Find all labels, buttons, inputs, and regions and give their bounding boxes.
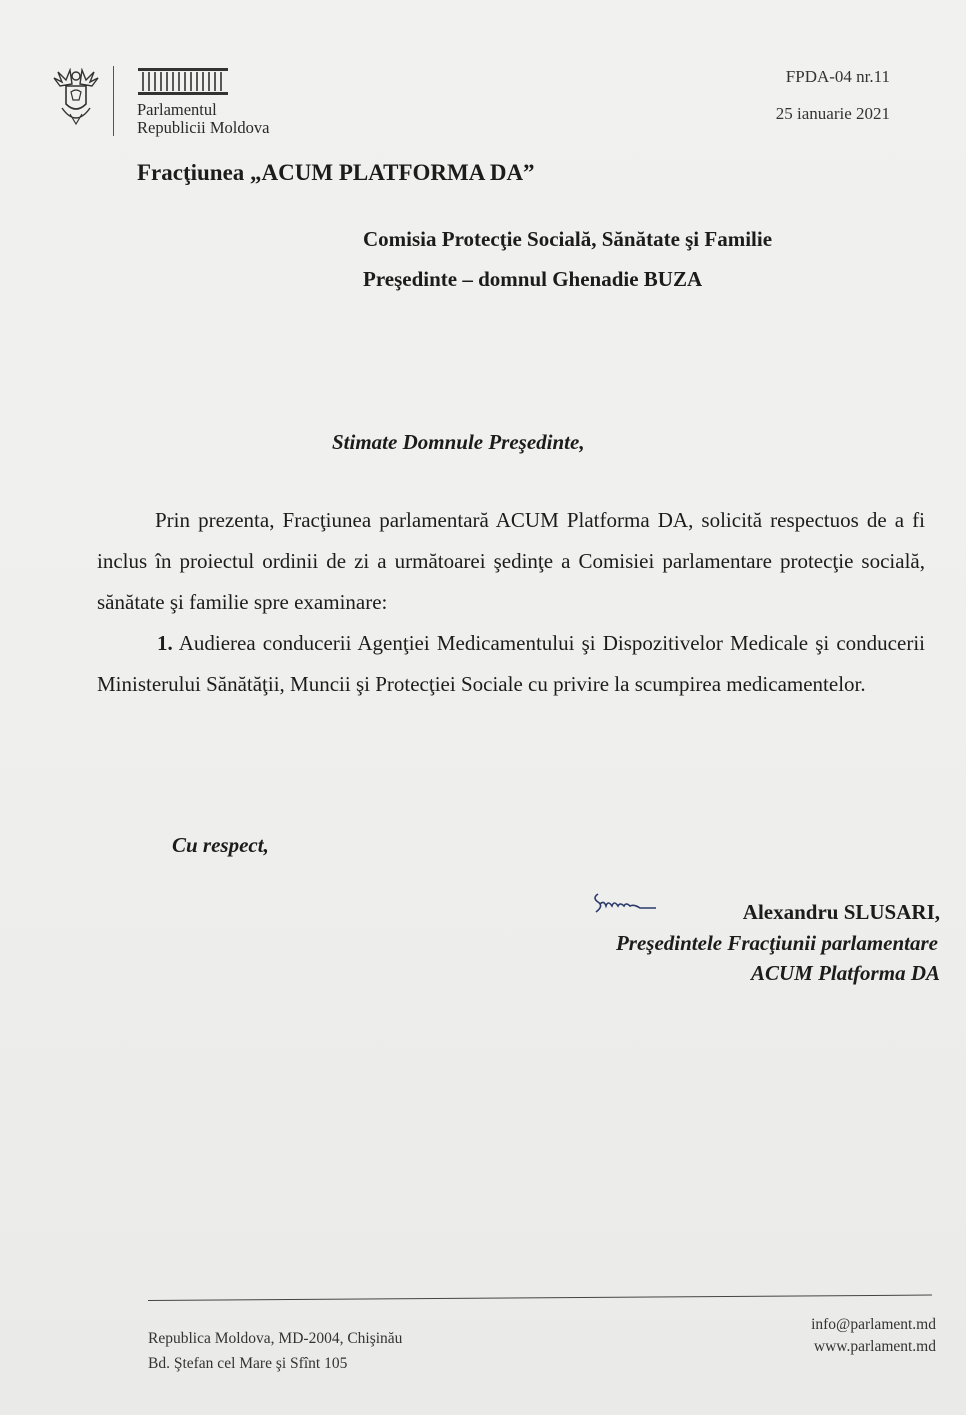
footer-email: info@parlament.md (811, 1316, 936, 1333)
institution-line-1: Parlamentul (137, 100, 217, 119)
signature-icon (590, 888, 660, 918)
reference-number: FPDA-04 nr.11 (785, 67, 890, 86)
parliament-building-icon (137, 66, 229, 96)
salutation: Stimate Domnule Preşedinte, (332, 430, 585, 454)
fraction-title: Fracţiunea „ACUM PLATFORMA DA” (137, 160, 535, 185)
letter-body (97, 500, 925, 705)
document-date: 25 ianuarie 2021 (775, 104, 890, 123)
institution-name (137, 101, 269, 137)
agenda-item-text: Audierea conducerii Agenţiei Medicamentului şi Dispozitivelor Medicale şi conducerii Ministerului Sănătăţii, Muncii şi Protecţiei Sociale cu privire la scumpirea medicamentelor. (97, 631, 925, 696)
closing: Cu respect, (172, 833, 269, 857)
footer-address-line-1: Republica Moldova, MD-2004, Chişinău (148, 1330, 403, 1347)
signer-role-line-1: Preşedintele Fracţiunii parlamentare (615, 931, 938, 955)
body-paragraph: Prin prezenta, Fracţiunea parlamentară ACUM Platforma DA, solicită respectuos de a fi inclus în proiectul ordinii de zi a următoarei şedinţe a Comisiei parlamentare protecţie socială, sănătate şi familie spre examinare: (97, 508, 925, 614)
signer-role-line-2: ACUM Platforma DA (750, 961, 940, 985)
header-divider (113, 66, 114, 136)
addressee-president: Preşedinte – domnul Ghenadie BUZA (363, 267, 703, 291)
addressee-committee: Comisia Protecţie Socială, Sănătate şi Familie (363, 227, 773, 251)
footer-website: www.parlament.md (813, 1338, 936, 1355)
footer-address-line-2: Bd. Ştefan cel Mare şi Sfînt 105 (148, 1355, 348, 1372)
agenda-item-number: 1. (157, 631, 173, 655)
institution-line-2: Republicii Moldova (137, 118, 270, 137)
agenda-item (97, 623, 925, 705)
footer-divider (148, 1295, 932, 1301)
coat-of-arms-icon (52, 68, 100, 128)
signer-name: Alexandru SLUSARI, (742, 900, 940, 924)
